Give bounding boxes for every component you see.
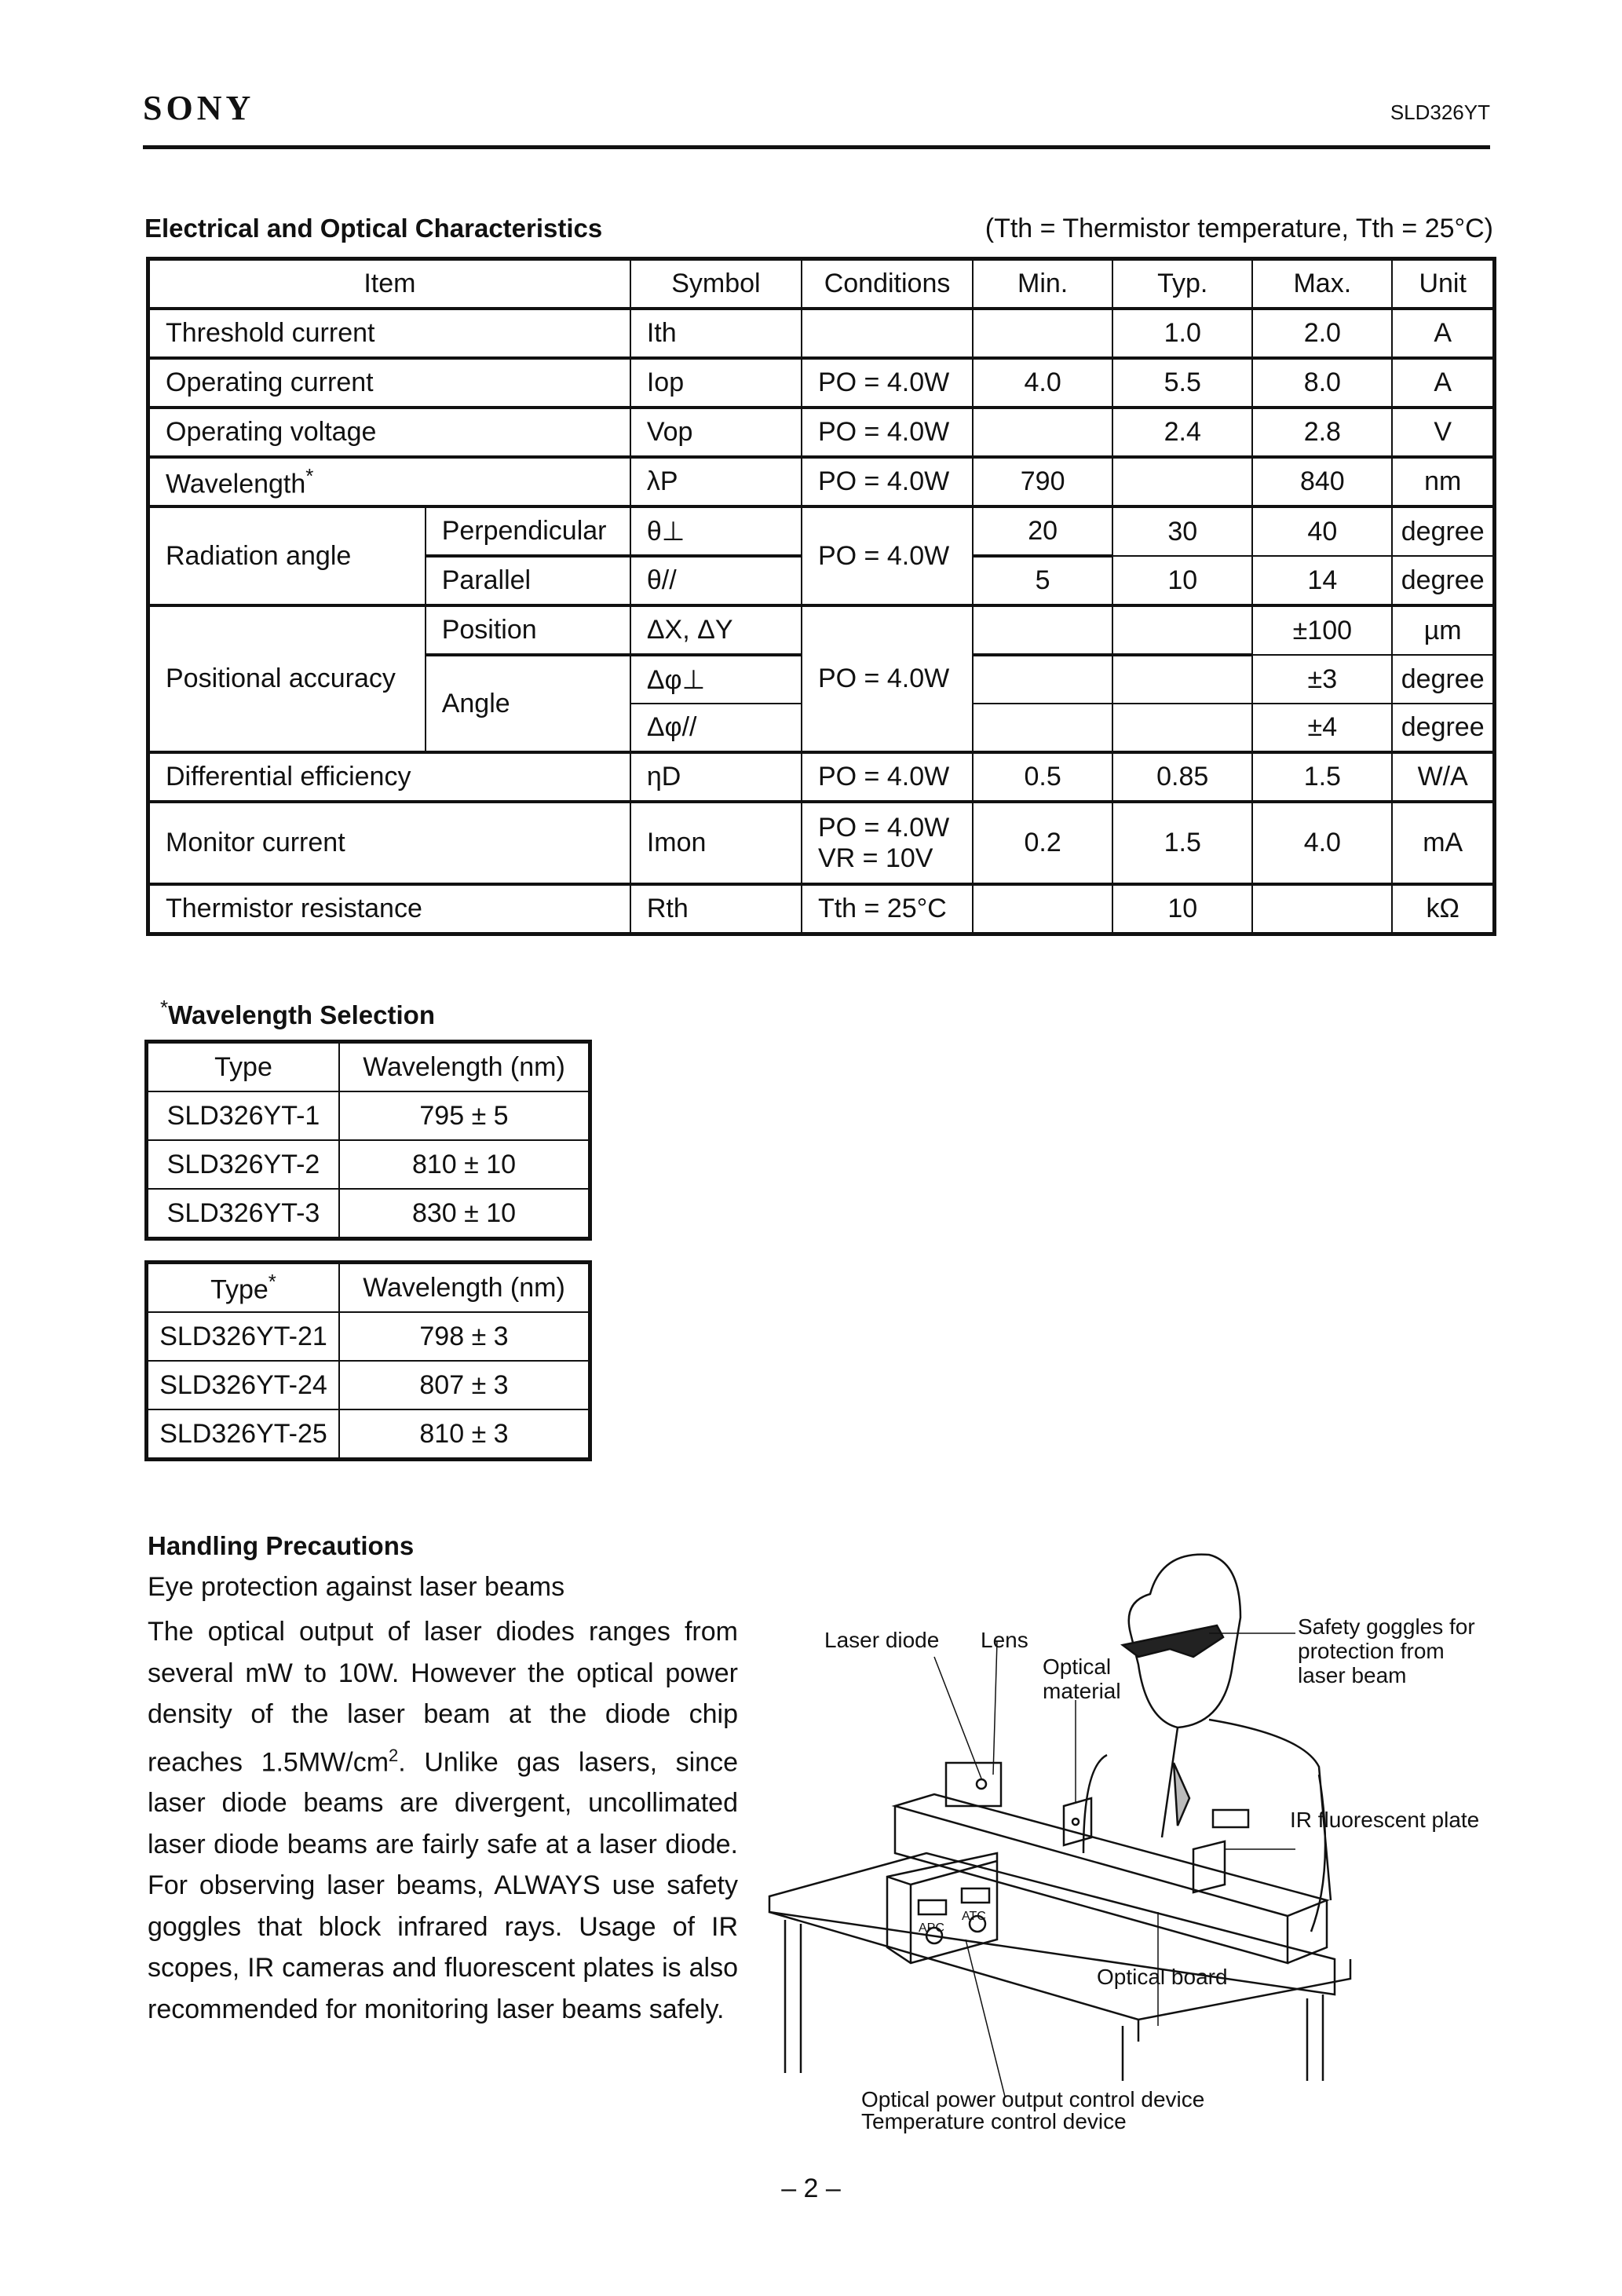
body-text: . Unlike gas lasers, since laser diode beams are divergent, uncollimated laser diode beams are fairly safe at a laser diode. For observing laser beams, ALWAYS use safety goggles that block infrared rays. Usage of IR scopes, IR cameras and fluorescent plates is also recommended for monitoring laser beams safely.	[148, 1746, 738, 2024]
label-optical-board: Optical board	[1097, 1965, 1228, 1989]
sub-item: Parallel	[426, 556, 630, 605]
typ	[1112, 457, 1252, 506]
item: Monitor current	[148, 802, 630, 884]
symbol: Δφ//	[630, 704, 802, 752]
unit: A	[1392, 358, 1494, 408]
wavelength: 798 ± 3	[339, 1312, 590, 1361]
label-line: Temperature control device	[861, 2109, 1127, 2133]
typ: 10	[1112, 884, 1252, 934]
item: Operating current	[148, 358, 630, 408]
table-row	[148, 605, 1495, 655]
condition-line: PO = 4.0W	[817, 812, 950, 843]
conditions: PO = 4.0W	[802, 408, 973, 457]
symbol: λP	[630, 457, 802, 506]
table-row	[147, 1361, 590, 1409]
max	[1252, 884, 1392, 934]
unit: degree	[1392, 704, 1494, 752]
max: 2.8	[1252, 408, 1392, 457]
label-safety-goggles	[1298, 1614, 1475, 1687]
item: Threshold current	[148, 309, 630, 358]
table-row	[148, 457, 1495, 506]
section-title: Electrical and Optical Characteristics	[144, 214, 603, 243]
typ: 10	[1112, 556, 1252, 605]
max: 14	[1252, 556, 1392, 605]
conditions	[802, 309, 973, 358]
table-row	[148, 506, 1495, 556]
item: Operating voltage	[148, 408, 630, 457]
unit: W/A	[1392, 752, 1494, 802]
item: Thermistor resistance	[148, 884, 630, 934]
footnote-star: *	[160, 996, 169, 1019]
lens-icon	[977, 1779, 986, 1789]
item: Positional accuracy	[148, 605, 426, 752]
unit: degree	[1392, 506, 1494, 556]
header-conditions: Conditions	[802, 259, 973, 309]
sub-item: Position	[426, 605, 630, 655]
optical-material	[1064, 1798, 1091, 1845]
label-line: laser beam	[1298, 1663, 1407, 1687]
table-row	[147, 1091, 590, 1140]
conditions: PO = 4.0W	[802, 457, 973, 506]
sony-logo: SONY	[143, 89, 255, 127]
typ: 30	[1112, 506, 1252, 556]
apc-display	[919, 1900, 946, 1914]
typ: 2.4	[1112, 408, 1252, 457]
conditions: PO = 4.0W	[802, 506, 973, 605]
typ	[1112, 655, 1252, 704]
label-control-devices	[861, 2089, 1204, 2133]
symbol: θ⊥	[630, 506, 802, 556]
type: SLD326YT-1	[147, 1091, 340, 1140]
header-symbol: Symbol	[630, 259, 802, 309]
table-header-row	[148, 259, 1495, 309]
table-edge	[769, 1912, 1350, 2020]
unit: nm	[1392, 457, 1494, 506]
conditions: Tth = 25°C	[802, 884, 973, 934]
max: 8.0	[1252, 358, 1392, 408]
item: Radiation angle	[148, 506, 426, 605]
table-row	[148, 408, 1495, 457]
min	[973, 884, 1112, 934]
condition-note: (Tth = Thermistor temperature, Tth = 25°C)	[985, 214, 1493, 243]
typ: 1.5	[1112, 802, 1252, 884]
unit: V	[1392, 408, 1494, 457]
label-ir-fluorescent-plate: IR fluorescent plate	[1290, 1808, 1480, 1832]
min	[973, 704, 1112, 752]
superscript: 2	[389, 1745, 399, 1765]
conditions: PO = 4.0W	[802, 358, 973, 408]
label-line: Safety goggles for	[1298, 1614, 1475, 1639]
type: SLD326YT-2	[147, 1140, 340, 1189]
table-top	[769, 1853, 1335, 1994]
title-text: Wavelength Selection	[168, 1000, 435, 1029]
min	[973, 408, 1112, 457]
label-line: Optical power output control device	[861, 2087, 1205, 2111]
conditions: PO = 4.0W	[802, 752, 973, 802]
header-unit: Unit	[1392, 259, 1494, 309]
table-row	[147, 1140, 590, 1189]
min	[973, 605, 1112, 655]
symbol: Ith	[630, 309, 802, 358]
label-atc: ATC	[962, 1910, 986, 1923]
handling-body	[148, 1611, 738, 2030]
type: SLD326YT-21	[147, 1312, 340, 1361]
conditions	[802, 802, 973, 884]
symbol: Iop	[630, 358, 802, 408]
item: Differential efficiency	[148, 752, 630, 802]
symbol: θ//	[630, 556, 802, 605]
item	[148, 457, 630, 506]
label-line: protection from	[1298, 1639, 1445, 1663]
label-line: Optical	[1043, 1654, 1112, 1679]
max: 40	[1252, 506, 1392, 556]
unit: kΩ	[1392, 884, 1494, 934]
ir-plate-label	[1213, 1810, 1248, 1827]
max: 4.0	[1252, 802, 1392, 884]
footnote-star: *	[305, 463, 314, 488]
conditions: PO = 4.0W	[802, 605, 973, 752]
label-line: material	[1043, 1679, 1121, 1703]
type: SLD326YT-25	[147, 1409, 340, 1460]
sub-item: Perpendicular	[426, 506, 630, 556]
characteristics-table	[146, 257, 1496, 936]
header-min: Min.	[973, 259, 1112, 309]
header-wavelength: Wavelength (nm)	[339, 1042, 590, 1092]
table-row	[148, 309, 1495, 358]
model-number: SLD326YT	[1390, 101, 1490, 124]
header-type-label: Type	[210, 1274, 269, 1305]
wavelength-selection-title	[160, 996, 435, 1030]
header-type	[147, 1263, 340, 1313]
symbol: Δφ⊥	[630, 655, 802, 704]
table-row	[148, 752, 1495, 802]
wavelength: 807 ± 3	[339, 1361, 590, 1409]
min: 5	[973, 556, 1112, 605]
min	[973, 655, 1112, 704]
typ: 1.0	[1112, 309, 1252, 358]
wavelength: 810 ± 3	[339, 1409, 590, 1460]
ir-fluorescent-plate	[1193, 1841, 1225, 1892]
max: 2.0	[1252, 309, 1392, 358]
unit: mA	[1392, 802, 1494, 884]
wavelength: 830 ± 10	[339, 1189, 590, 1239]
symbol: Vop	[630, 408, 802, 457]
symbol: Rth	[630, 884, 802, 934]
wavelength-table-2	[144, 1260, 592, 1461]
max: ±3	[1252, 655, 1392, 704]
handling-title: Handling Precautions	[148, 1531, 415, 1560]
min: 0.2	[973, 802, 1112, 884]
optical-board	[895, 1794, 1327, 1963]
max: 1.5	[1252, 752, 1392, 802]
max: ±100	[1252, 605, 1392, 655]
header-rule	[143, 145, 1490, 149]
table-row	[148, 802, 1495, 884]
min: 4.0	[973, 358, 1112, 408]
header-item: Item	[148, 259, 630, 309]
symbol: ηD	[630, 752, 802, 802]
type: SLD326YT-24	[147, 1361, 340, 1409]
table-header-row	[147, 1042, 590, 1092]
header-typ: Typ.	[1112, 259, 1252, 309]
typ	[1112, 704, 1252, 752]
min: 790	[973, 457, 1112, 506]
wavelength-table-1	[144, 1040, 592, 1241]
footnote-star: *	[268, 1270, 276, 1294]
condition-line: VR = 10V	[817, 843, 933, 873]
page-number: – 2 –	[781, 2174, 841, 2203]
atc-display	[962, 1888, 989, 1903]
wavelength: 810 ± 10	[339, 1140, 590, 1189]
table-row	[147, 1189, 590, 1239]
laser-safety-illustration	[754, 1539, 1492, 2136]
tie	[1174, 1763, 1189, 1826]
unit: degree	[1392, 655, 1494, 704]
table-row	[147, 1312, 590, 1361]
typ	[1112, 605, 1252, 655]
label-lens: Lens	[981, 1628, 1028, 1652]
symbol: Imon	[630, 802, 802, 884]
item-label: Wavelength	[166, 469, 306, 499]
symbol: ΔX, ΔY	[630, 605, 802, 655]
body-text: The optical output of laser diodes ranges from several mW to 10W. However the optical power density of the laser beam at the diode chip reaches 1.5MW/cm	[148, 1617, 738, 1777]
typ: 0.85	[1112, 752, 1252, 802]
unit: degree	[1392, 556, 1494, 605]
label-optical-material	[1043, 1654, 1121, 1703]
safety-goggles-icon	[1123, 1625, 1223, 1657]
unit: µm	[1392, 605, 1494, 655]
max: ±4	[1252, 704, 1392, 752]
type: SLD326YT-3	[147, 1189, 340, 1239]
typ: 5.5	[1112, 358, 1252, 408]
table-header-row	[147, 1263, 590, 1313]
header-max: Max.	[1252, 259, 1392, 309]
table-row	[148, 358, 1495, 408]
min	[973, 309, 1112, 358]
min: 0.5	[973, 752, 1112, 802]
table-row	[148, 884, 1495, 934]
wavelength: 795 ± 5	[339, 1091, 590, 1140]
header-type: Type	[147, 1042, 340, 1092]
optical-material-aperture	[1072, 1819, 1079, 1825]
table-row	[147, 1409, 590, 1460]
handling-subtitle: Eye protection against laser beams	[148, 1572, 565, 1602]
label-laser-diode: Laser diode	[824, 1628, 940, 1652]
min: 20	[973, 506, 1112, 556]
sub-item: Angle	[426, 655, 630, 752]
max: 840	[1252, 457, 1392, 506]
header-wavelength: Wavelength (nm)	[339, 1263, 590, 1313]
label-apc: APC	[919, 1921, 944, 1935]
unit: A	[1392, 309, 1494, 358]
